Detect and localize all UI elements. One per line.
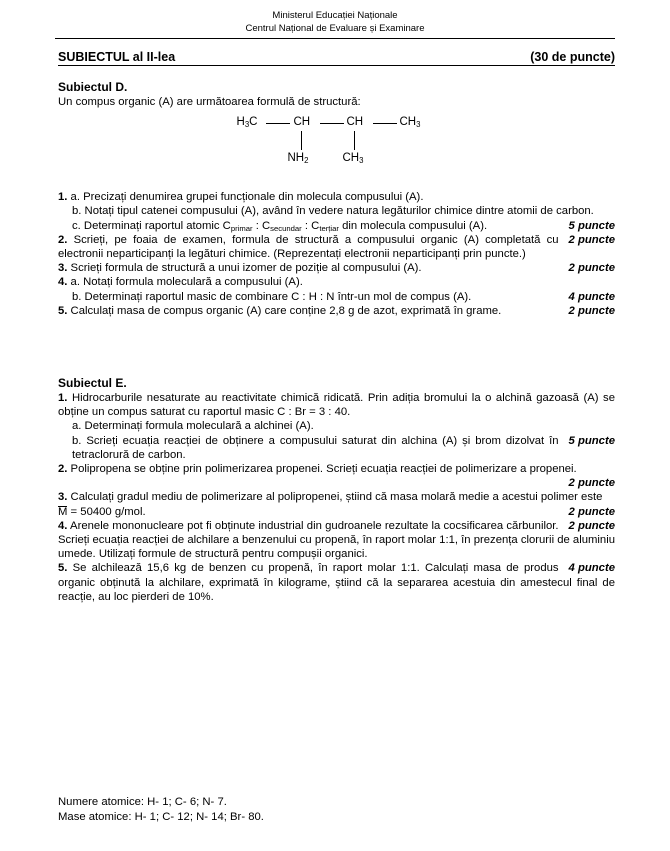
subscript-primar: primar — [230, 223, 253, 233]
subject-points: (30 de puncte) — [530, 50, 615, 64]
bond-v-2 — [354, 131, 355, 150]
item-d-1c-text-pre: c. Determinați raportul atomic C — [72, 219, 231, 232]
bond-v-1 — [301, 131, 302, 150]
header-divider — [55, 38, 615, 39]
item-e-5-text: Se alchilează 15,6 kg de benzen cu propenă, în raport molar 1:1. Calculați masa de produs organic obținută la alchilare, exprimată în kilograme, știind că la separarea acestuia din amestecul final de reacție, au loc pierderi de 10%. — [58, 562, 615, 603]
structural-formula — [58, 116, 615, 172]
item-e-1 — [58, 391, 615, 419]
bond-h-3 — [373, 123, 397, 124]
item-d-1c-points: 5 puncte — [568, 219, 615, 232]
item-e-3 — [58, 490, 615, 504]
item-e-3-points: 2 puncte — [568, 505, 615, 518]
item-d-1c-mid2: : C — [301, 219, 320, 232]
item-e-1a — [58, 419, 615, 433]
center-line: Centrul Național de Evaluare și Examinare — [245, 22, 425, 34]
bond-h-1 — [266, 123, 290, 124]
atom-ch-1: CH — [293, 116, 311, 129]
item-d-4b-points: 4 puncte — [568, 290, 615, 303]
item-e-2-text: Polipropena se obține prin polimerizarea propenei. Scrieți ecuația reacției de polimerizare a propenei. — [67, 463, 577, 476]
atomic-data-footer — [58, 795, 264, 824]
ministry-line: Ministerul Educației Naționale — [272, 10, 398, 21]
item-d-1b — [58, 204, 615, 218]
atom-ch3-branch: $CH_3$ — [342, 152, 364, 166]
item-d-4b — [58, 290, 615, 304]
atomic-numbers-line: Numere atomice: H- 1; C- 6; N- 7. — [58, 796, 227, 808]
item-e-5-number: 5. — [58, 562, 68, 575]
item-d-5 — [58, 304, 615, 318]
item-e-4-number: 4. — [58, 519, 68, 532]
item-d-1c-text-post: din molecula compusului (A). — [338, 219, 488, 232]
subject-title-bar — [58, 50, 615, 66]
subject-title: SUBIECTUL al II-lea — [58, 50, 176, 64]
item-e-1-number: 1. — [58, 392, 68, 405]
section-gap — [58, 318, 615, 362]
item-d-2-text: Scrieți, pe foaia de examen, formula de structură a compusului organic (A) completată cu electronii neparticipanți la legături chimice. (Reprezentați electronii neparticipanți prin puncte.) — [58, 233, 559, 261]
item-d-5-number: 5. — [58, 304, 68, 317]
atom-ch3-right: $CH_3$ — [399, 116, 421, 130]
item-d-1a — [58, 190, 615, 204]
atomic-masses-line: Mase atomice: H- 1; C- 12; N- 14; Br- 80. — [58, 810, 264, 823]
item-e-4-text: Arenele mononucleare pot fi obținute industrial din gudroanele rezultate la cocsificarea cărbunilor. Scrieți ecuația reacției de alchilare a benzenului cu propenă, în raport molar 1:1, în prezența clorurii de aluminiu umede. Utilizați formule de structură pentru compușii organici. — [58, 519, 615, 561]
atom-ch-2: CH — [346, 116, 364, 129]
item-e-5 — [58, 561, 615, 604]
item-e-1b — [58, 434, 615, 462]
atom-h3c: $H_3C$ — [236, 116, 258, 130]
item-d-4b-text: b. Determinați raportul masic de combinare C : H : N într-un mol de compus (A). — [72, 290, 472, 303]
atom-nh2: $NH_2$ — [287, 152, 309, 166]
subscript-tertiar: terțiar — [319, 223, 339, 233]
item-e-2-points: 2 puncte — [568, 477, 615, 490]
average-molar-mass-symbol: M — [58, 505, 68, 518]
item-e-1b-text: b. Scrieți ecuația reacției de obținere a compusului saturat din alchina (A) și brom dizolvat în tetraclorură de carbon. — [72, 434, 559, 461]
item-d-5-points: 2 puncte — [568, 304, 615, 317]
item-d-1a-text: a. Precizați denumirea grupei funcționale din molecula compusului (A). — [67, 191, 424, 204]
item-d-5-text: Calculați masa de compus organic (A) care conține 2,8 g de azot, exprimată în grame. — [67, 304, 502, 317]
item-e-1-text: Hidrocarburile nesaturate au reactivitate chimică ridicată. Prin adiția bromului la o alchină gazoasă (A) se obține un compus saturat cu raportul masic C : Br = 3 : 40. — [58, 392, 615, 419]
item-d-2-number: 2. — [58, 233, 68, 246]
item-e-3-formula-rest: = 50400 g/mol. — [67, 505, 146, 518]
item-d-1a-number: 1. — [58, 191, 68, 204]
item-d-4a — [58, 275, 615, 289]
item-d-3-points: 2 puncte — [568, 262, 615, 275]
document-header — [0, 0, 670, 35]
bond-h-2 — [320, 123, 344, 124]
item-d-3-text: Scrieți formula de structură a unui izomer de poziție al compusului (A). — [67, 262, 422, 275]
document-content — [0, 50, 670, 604]
item-d-1b-text: b. Notați tipul catenei compusului (A), având în vedere natura legăturilor chimice dintre atomii de carbon. — [72, 205, 594, 218]
section-d-intro: Un compus organic (A) are următoarea formulă de structură: — [58, 96, 361, 108]
item-e-1a-text: a. Determinați formula moleculară a alchinei (A). — [72, 420, 314, 433]
item-d-4a-text: a. Notați formula moleculară a compusului (A). — [67, 276, 303, 289]
item-e-3-number: 3. — [58, 491, 68, 504]
item-e-3-text: Calculați gradul mediu de polimerizare al polipropenei, știind că masa molară medie a acestui polimer este — [67, 491, 603, 504]
item-e-2-number: 2. — [58, 463, 68, 476]
formula-diagram — [237, 116, 437, 172]
item-e-2 — [58, 462, 615, 476]
item-d-1c — [58, 219, 615, 233]
section-e-heading: Subiectul E. — [58, 376, 127, 391]
item-e-4 — [58, 519, 615, 562]
subscript-secundar: secundar — [270, 223, 302, 233]
section-d-heading: Subiectul D. — [58, 80, 128, 94]
item-d-3-number: 3. — [58, 262, 68, 275]
item-e-4-points: 2 puncte — [568, 519, 615, 532]
item-e-1b-points: 5 puncte — [568, 434, 615, 447]
item-d-3 — [58, 261, 615, 275]
item-d-4a-number: 4. — [58, 276, 68, 289]
item-d-1c-mid1: : C — [252, 219, 271, 232]
item-e-3-formula-line — [58, 505, 615, 519]
item-e-5-points: 4 puncte — [568, 562, 615, 575]
item-d-2-points: 2 puncte — [568, 233, 615, 246]
item-d-2 — [58, 233, 615, 261]
